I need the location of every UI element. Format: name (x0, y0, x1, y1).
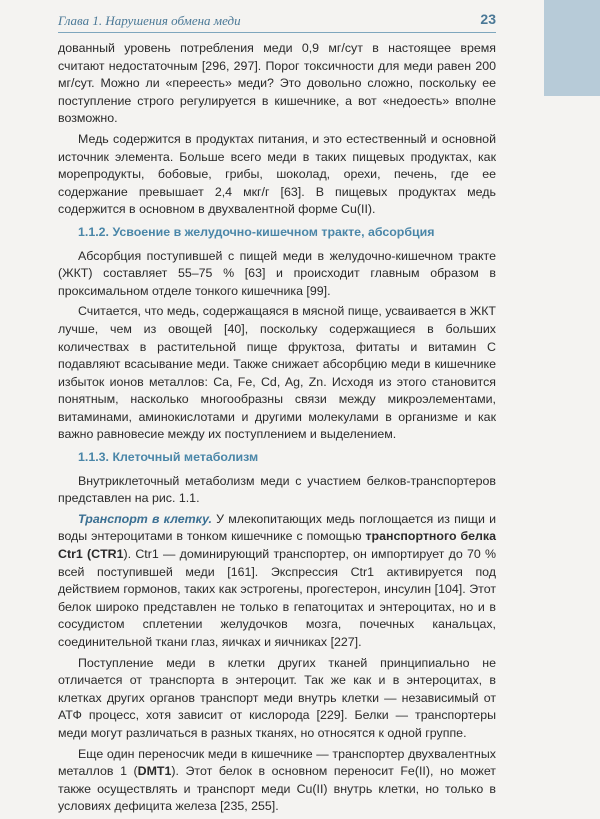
section-heading: 1.1.3. Клеточный метаболизм (78, 450, 259, 465)
paragraph: Внутриклеточный метаболизм меди с участием белков-транспортеров представлен на рис. 1.1. (58, 473, 496, 506)
paragraph (58, 746, 496, 816)
page-number: 23 (480, 11, 496, 27)
bold-term: транспортного белка Ctr1 (CTR1 (58, 529, 496, 562)
paragraph: Поступление меди в клетки других тканей принципиально не отличается от транспорта в энтероцит. Так же как и в энтероцитах, в клетках других органов транспорт меди внутрь клетки — независимый от АТФ процесс, хотя зависит от кислорода [229]. Белки — транспортеры меди могут различаться в разных тканях, но относятся к одной группе. (58, 655, 496, 740)
paragraph (58, 511, 496, 652)
paragraph: Считается, что медь, содержащаяся в мясной пище, усваивается в ЖКТ лучше, чем из овощей [40], поскольку содержащиеся в больших количествах в растительной пище фруктоза, фитаты и витамин С подавляют всасывание меди. Также снижает абсорбцию меди в кишечнике избыток ионов металлов: Ca, Fe, Cd, Ag, Zn. Исходя из этого становится понятным, насколько многообразны связи между микроэлементами, витаминами, аминокислотами и другими молекулами в организме и как важно равновесие между их поступлением и выделением. (58, 304, 496, 442)
paragraph-text: У млекопитающих медь поглощается из пищи и воды энтероцитами в тонком кишечнике с помощью (58, 511, 496, 544)
paragraph-text: ). Этот белок в основном переносит Fe(II), но может также осуществлять и транспорт меди Cu(II) внутрь клетки, но только в условиях дефицита железа [235, 255]. (58, 764, 496, 814)
paragraph: дованный уровень потребления меди 0,9 мг/сут в настоящее время считают недостаточным [296, 297]. Порог токсичности для меди равен 200 мг/сут. Можно ли «переесть» меди? Это довольно сложно, поскольку ее поступление строго регулируется в кишечнике, а вот «недоесть» вполне возможно. (58, 41, 496, 126)
section-heading: 1.1.2. Усвоение в желудочно-кишечном тракте, абсорбция (78, 224, 435, 239)
paragraph: Абсорбция поступившей с пищей меди в желудочно-кишечном тракте (ЖКТ) составляет 55–75 % [63] и происходит главным образом в проксимальном отделе тонкого кишечника [99]. (58, 248, 496, 298)
chapter-side-tab (544, 0, 600, 96)
running-header (58, 9, 496, 33)
chapter-title: Глава 1. Нарушения обмена меди (58, 13, 241, 28)
paragraph: Медь содержится в продуктах питания, и это естественный и основной источник элемента. Больше всего меди в таких пищевых продуктах, как морепродукты, бобовые, грибы, шоколад, орехи, печень, где ее содержание превышает 2,4 мкг/г [63]. В пищевых продуктах медь содержится в основном в двухвалентной форме Cu(II). (58, 131, 496, 217)
header-divider (58, 32, 496, 33)
bold-term: DMT1 (137, 764, 172, 779)
paragraph-text: Еще один переносчик меди в кишечнике — транспортер двухвалентных металлов 1 ( (58, 746, 496, 779)
inline-subheading: Транспорт в клетку. (78, 511, 212, 526)
paragraph-text: ). Ctr1 — доминирующий транспортер, он импортирует до 70 % всей поступившей меди [161]. Экспрессия Ctr1 активируется под действием гормонов, таких как эстрогены, прогестерон, инсулин [104]. Этот белок широко представлен не только в гепатоцитах и энтероцитах, но и в сосудистом сплетении желудочков мозга, почечных канальцах, соединительной ткани глаз, яичках и яичниках [227]. (58, 547, 496, 649)
page-body (58, 40, 496, 819)
